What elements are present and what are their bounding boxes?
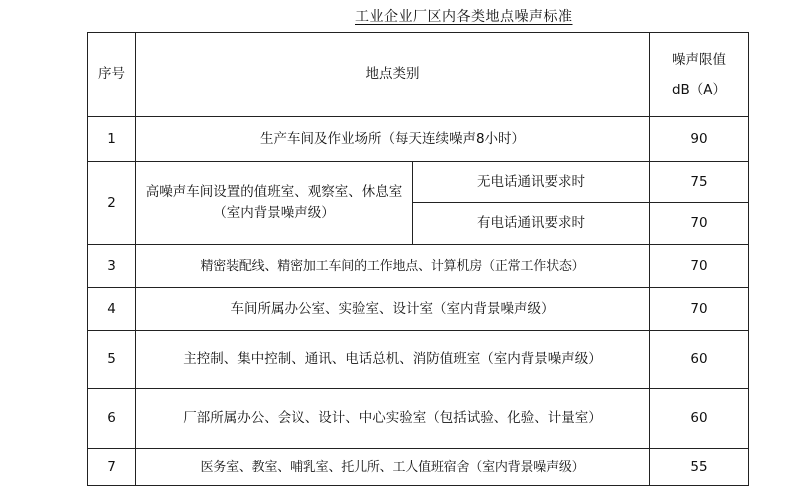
row-number: 3 bbox=[88, 245, 136, 288]
row-number: 4 bbox=[88, 288, 136, 331]
row-limit: 70 bbox=[650, 203, 749, 245]
row-limit: 55 bbox=[650, 449, 749, 486]
row-location: 高噪声车间设置的值班室、观察室、休息室（室内背景噪声级） bbox=[136, 162, 413, 245]
row-number: 2 bbox=[88, 162, 136, 245]
table-row bbox=[88, 389, 749, 449]
row-limit: 70 bbox=[650, 245, 749, 288]
table-row bbox=[88, 449, 749, 486]
table-row bbox=[88, 288, 749, 331]
row-number: 6 bbox=[88, 389, 136, 449]
row-limit: 90 bbox=[650, 117, 749, 162]
row-location: 医务室、教室、哺乳室、托儿所、工人值班宿舍（室内背景噪声级） bbox=[136, 449, 650, 486]
row-location: 主控制、集中控制、通讯、电话总机、消防值班室（室内背景噪声级） bbox=[136, 331, 650, 389]
row-limit: 70 bbox=[650, 288, 749, 331]
header-limit-line2: dB（A） bbox=[671, 81, 727, 98]
row-location: 精密装配线、精密加工车间的工作地点、计算机房（正常工作状态） bbox=[136, 245, 650, 288]
row-number: 1 bbox=[88, 117, 136, 162]
document-title: 工业企业厂区内各类地点噪声标准 bbox=[355, 9, 573, 25]
row-location: 车间所属办公室、实验室、设计室（室内背景噪声级） bbox=[136, 288, 650, 331]
row-condition: 无电话通讯要求时 bbox=[413, 162, 650, 203]
row-number: 7 bbox=[88, 449, 136, 486]
header-limit bbox=[650, 33, 749, 117]
noise-standard-table bbox=[87, 32, 749, 486]
header-limit-line1: 噪声限值 bbox=[672, 51, 726, 68]
table-header-row bbox=[88, 33, 749, 117]
header-location: 地点类别 bbox=[136, 33, 650, 117]
row-condition: 有电话通讯要求时 bbox=[413, 203, 650, 245]
table-row bbox=[88, 245, 749, 288]
table-row bbox=[88, 331, 749, 389]
row-limit: 60 bbox=[650, 331, 749, 389]
row-limit: 75 bbox=[650, 162, 749, 203]
header-number: 序号 bbox=[88, 33, 136, 117]
row-location: 厂部所属办公、会议、设计、中心实验室（包括试验、化验、计量室） bbox=[136, 389, 650, 449]
row-limit: 60 bbox=[650, 389, 749, 449]
table-row bbox=[88, 117, 749, 162]
table-row bbox=[88, 162, 749, 203]
row-location: 生产车间及作业场所（每天连续噪声8小时） bbox=[136, 117, 650, 162]
row-number: 5 bbox=[88, 331, 136, 389]
